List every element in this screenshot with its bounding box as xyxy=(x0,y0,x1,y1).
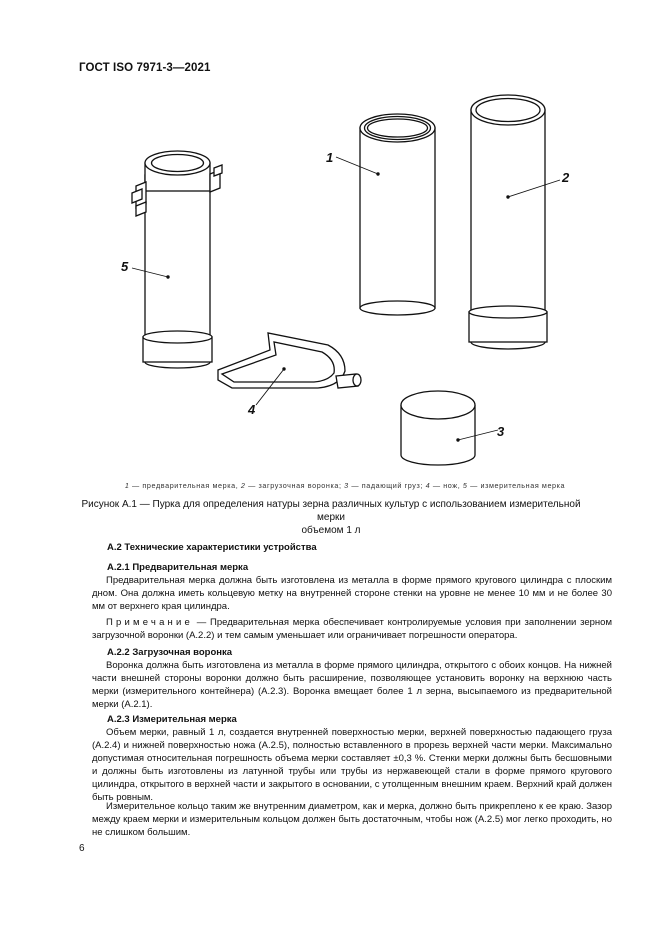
note-label: Примечание xyxy=(106,617,193,628)
section-heading-a21: А.2.1 Предварительная мерка xyxy=(107,562,249,573)
note-paragraph: Примечание — Предварительная мерка обеспечивает контролируемые условия при заполнении зерном загрузочной воронки (А.2.2) и тем самым уменьшает или ограничивает погрешности оператора. xyxy=(92,617,612,642)
callout-3: 3 xyxy=(497,424,505,439)
figure-caption: Рисунок А.1 — Пурка для определения натуры зерна различных культур с использованием измерительной мерки объемом 1 л xyxy=(81,499,581,536)
figure-legend: 1 — предварительная мерка, 2 — загрузочная воронка; 3 — падающий груз; 4 — нож, 5 — измерительная мерка xyxy=(124,481,566,490)
callout-1: 1 xyxy=(326,150,334,165)
section-heading-a2: А.2 Технические характеристики устройства xyxy=(107,542,317,553)
callout-4: 4 xyxy=(248,402,256,417)
page-number: 6 xyxy=(79,843,85,854)
document-header: ГОСТ ISO 7971-3—2021 xyxy=(79,62,211,74)
paragraph-a22: Воронка должна быть изготовлена из металла в форме прямого цилиндра, открытого с обоих концов. На нижней части внешней стороны воронки должно быть расширение, позволяющее установить воронку на верхнюю часть мерки (измерительного контейнера) (А.2.3). Воронка вмещает более 1 л зерна, высыпаемого из предварительной мерки (А.2.1). xyxy=(92,660,612,711)
measuring-container-drawing xyxy=(132,151,222,368)
paragraph-a23-2: Измерительное кольцо таким же внутренним диаметром, как и мерка, должно быть прикреплено к ее краю. Зазор между краем мерки и измерительным кольцом должен быть достаточным, чтобы нож (А.2.5) мог легко проходить, но не слишком большим. xyxy=(92,801,612,839)
paragraph-a21: Предварительная мерка должна быть изготовлена из металла в форме прямого кругового цилиндра с плоским дном. Она должна иметь кольцевую метку на внутренней стороне стенки на уровне не менее 10 мм и не более 30 мм от верхнего края цилиндра. xyxy=(92,575,612,613)
preliminary-measure-drawing xyxy=(360,114,435,315)
filling-hopper-drawing xyxy=(469,95,547,349)
callout-2: 2 xyxy=(562,170,570,185)
section-heading-a22: А.2.2 Загрузочная воронка xyxy=(107,647,233,658)
callout-5: 5 xyxy=(121,259,129,274)
knife-drawing xyxy=(218,333,361,388)
falling-weight-drawing xyxy=(401,391,475,465)
paragraph-a23-1: Объем мерки, равный 1 л, создается внутренней поверхностью мерки, верхней поверхностью падающего груза (А.2.4) и нижней поверхностью ножа (А.2.5), полностью вставленного в прорезь верхней части мерки. Максимально допустимая относительная погрешность объема мерки составляет ±0,3 %. Стенки мерки должны быть бесшовными и должны быть изготовлены из латунной трубы или трубы из нержавеющей стали в форме прямого кругового цилиндра, открытого в верхней части и закрытого в основании, с утолщенным внешним краем. Верхний край должен быть ровным. xyxy=(92,727,612,804)
section-heading-a23: А.2.3 Измерительная мерка xyxy=(107,714,237,725)
